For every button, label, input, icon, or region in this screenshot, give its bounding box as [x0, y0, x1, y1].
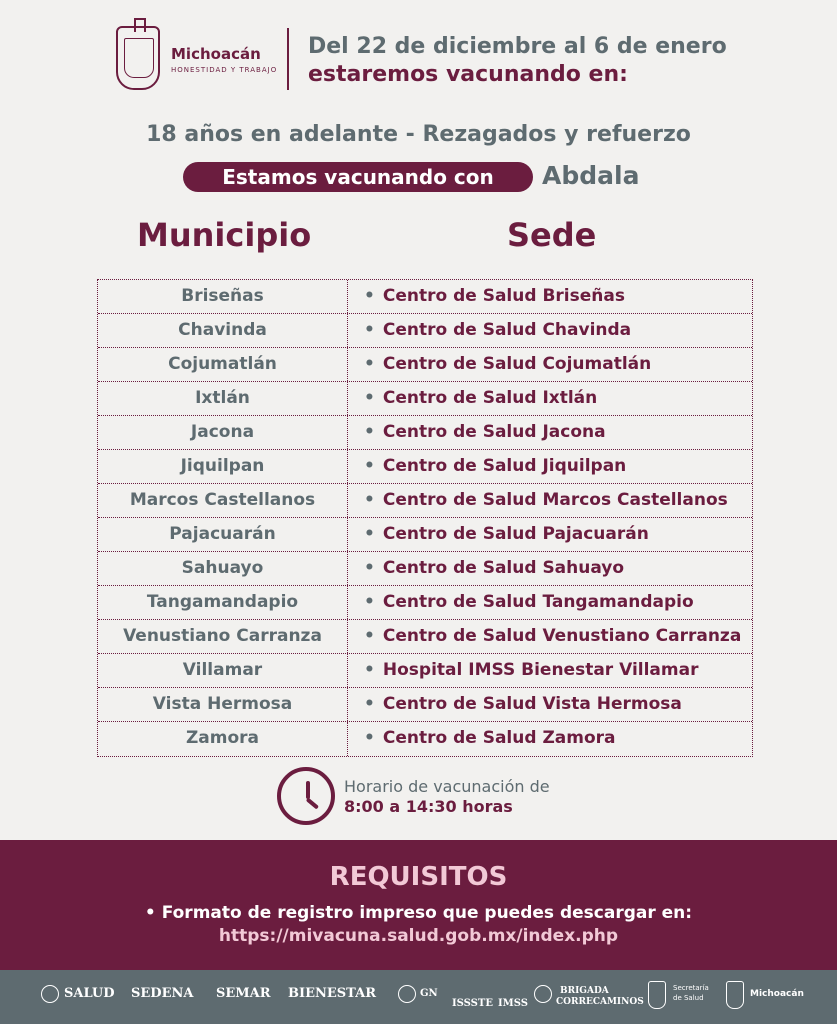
- logo-issste: ISSSTE: [452, 998, 493, 1009]
- audience-line: 18 años en adelante - Rezagados y refuerzo: [146, 122, 691, 147]
- sede-cell: [348, 382, 752, 415]
- municipio-cell: Zamora: [98, 722, 348, 756]
- municipio-cell: Sahuayo: [98, 552, 348, 585]
- table-row: [98, 450, 752, 484]
- sede-cell: [348, 280, 752, 313]
- municipio-cell: Jacona: [98, 416, 348, 449]
- brigada-emblem-icon: [534, 985, 552, 1003]
- municipio-cell: Pajacuarán: [98, 518, 348, 551]
- vaccine-name: Abdala: [542, 161, 640, 190]
- column-header-sede: Sede: [507, 216, 597, 254]
- column-header-municipio: Municipio: [137, 216, 312, 254]
- logo-secretaria: Secretaría: [673, 984, 709, 992]
- michoacan-footer-shield-icon: [726, 981, 744, 1009]
- table-row: [98, 620, 752, 654]
- sede-cell: [348, 518, 752, 551]
- footer-logos-bar: [0, 970, 837, 1024]
- bullet-icon: •: [364, 286, 375, 306]
- headline: estaremos vacunando en:: [308, 62, 628, 87]
- header-divider: [287, 28, 289, 90]
- sede-name: Centro de Salud Jiquilpan: [382, 456, 627, 476]
- bullet-icon: •: [364, 422, 375, 442]
- sede-name: Centro de Salud Briseñas: [382, 286, 625, 306]
- sede-cell: [348, 314, 752, 347]
- secretaria-shield-icon: [648, 981, 666, 1009]
- logo-sedena: SEDENA: [131, 986, 194, 1001]
- sede-name: Centro de Salud Ixtlán: [382, 388, 598, 408]
- sede-name: Centro de Salud Pajacuarán: [382, 524, 649, 544]
- sede-name: Centro de Salud Chavinda: [382, 320, 632, 340]
- logo-tagline: HONESTIDAD Y TRABAJO: [171, 66, 278, 74]
- sede-name: Centro de Salud Cojumatlán: [382, 354, 652, 374]
- clock-icon: [277, 767, 335, 825]
- bullet-icon: •: [364, 592, 375, 612]
- sede-name: Centro de Salud Sahuayo: [382, 558, 625, 578]
- logo-gn: GN: [420, 988, 438, 999]
- municipio-cell: Ixtlán: [98, 382, 348, 415]
- sede-cell: [348, 484, 752, 517]
- table-row: [98, 552, 752, 586]
- table-row: [98, 484, 752, 518]
- guardia-nacional-emblem-icon: [398, 985, 416, 1003]
- logo-correcaminos: CORRECAMINOS: [556, 997, 644, 1007]
- bullet-icon: •: [364, 558, 375, 578]
- municipio-cell: Vista Hermosa: [98, 688, 348, 721]
- bullet-icon: •: [364, 388, 375, 408]
- table-row: [98, 722, 752, 756]
- bullet-icon: •: [364, 320, 375, 340]
- table-row: [98, 382, 752, 416]
- sede-cell: [348, 688, 752, 721]
- table-row: [98, 586, 752, 620]
- table-row: [98, 314, 752, 348]
- bullet-icon: •: [364, 694, 375, 714]
- sede-cell: [348, 654, 752, 687]
- logo-semar: SEMAR: [216, 986, 271, 1001]
- logo-imss: IMSS: [498, 998, 528, 1009]
- bullet-icon: •: [364, 354, 375, 374]
- sites-table: [97, 279, 753, 757]
- logo-de-salud: de Salud: [673, 994, 704, 1002]
- table-row: [98, 688, 752, 722]
- municipio-cell: Marcos Castellanos: [98, 484, 348, 517]
- sede-name: Centro de Salud Vista Hermosa: [382, 694, 682, 714]
- bullet-icon: •: [364, 456, 375, 476]
- sede-name: Centro de Salud Tangamandapio: [382, 592, 694, 612]
- table-row: [98, 280, 752, 314]
- logo-name: Michoacán: [171, 45, 261, 63]
- municipio-cell: Jiquilpan: [98, 450, 348, 483]
- sede-name: Centro de Salud Jacona: [382, 422, 606, 442]
- sede-name: Centro de Salud Zamora: [382, 728, 616, 748]
- sede-name: Centro de Salud Venustiano Carranza: [382, 626, 742, 646]
- sede-cell: [348, 620, 752, 653]
- sede-cell: [348, 552, 752, 585]
- bullet-icon: •: [364, 660, 375, 680]
- logo-salud: SALUD: [64, 986, 115, 1001]
- bullet-icon: •: [364, 626, 375, 646]
- vaccine-label-pill: Estamos vacunando con: [183, 162, 533, 192]
- sede-cell: [348, 586, 752, 619]
- municipio-cell: Chavinda: [98, 314, 348, 347]
- table-row: [98, 348, 752, 382]
- municipio-cell: Villamar: [98, 654, 348, 687]
- bullet-icon: •: [364, 524, 375, 544]
- sede-cell: [348, 722, 752, 756]
- sede-cell: [348, 348, 752, 381]
- logo-brigada: BRIGADA: [560, 986, 609, 996]
- sede-name: Hospital IMSS Bienestar Villamar: [382, 660, 699, 680]
- municipio-cell: Briseñas: [98, 280, 348, 313]
- registration-link[interactable]: https://mivacuna.salud.gob.mx/index.php: [218, 926, 619, 946]
- municipio-cell: Venustiano Carranza: [98, 620, 348, 653]
- table-row: [98, 654, 752, 688]
- bullet-icon: •: [364, 490, 375, 510]
- municipio-cell: Cojumatlán: [98, 348, 348, 381]
- logo-michoacan: Michoacán: [750, 989, 804, 999]
- salud-emblem-icon: [41, 985, 59, 1003]
- requirements-item: • Formato de registro impreso que puedes descargar en:: [144, 903, 693, 923]
- requirements-title: REQUISITOS: [329, 862, 508, 892]
- bullet-icon: •: [364, 728, 375, 748]
- table-row: [98, 518, 752, 552]
- sede-cell: [348, 416, 752, 449]
- logo-bienestar: BIENESTAR: [288, 986, 377, 1001]
- michoacan-shield-icon: [116, 26, 160, 90]
- municipio-cell: Tangamandapio: [98, 586, 348, 619]
- schedule-label: Horario de vacunación de: [344, 777, 550, 796]
- sede-cell: [348, 450, 752, 483]
- table-row: [98, 416, 752, 450]
- date-range: Del 22 de diciembre al 6 de enero: [308, 34, 727, 59]
- sede-name: Centro de Salud Marcos Castellanos: [382, 490, 728, 510]
- schedule-hours: 8:00 a 14:30 horas: [344, 797, 513, 816]
